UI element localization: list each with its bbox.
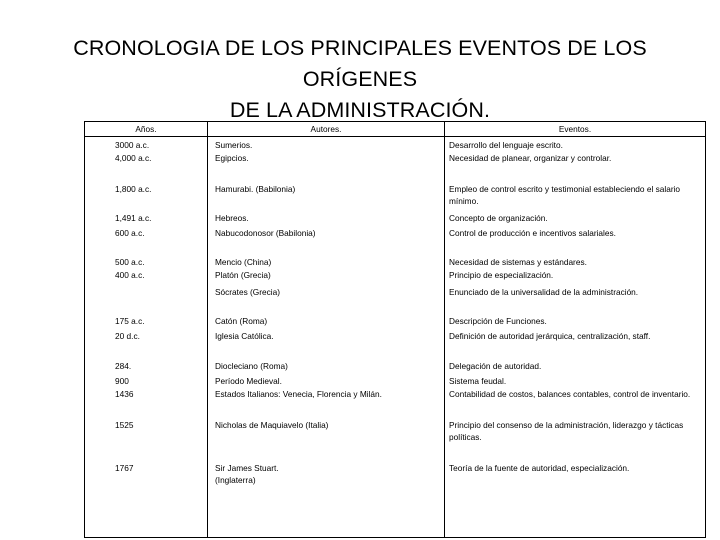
cell-author: Período Medieval. (215, 376, 282, 386)
column-divider (444, 122, 445, 537)
cell-author: Nabucodonosor (Babilonia) (215, 228, 316, 238)
cell-year: 1436 (115, 389, 134, 399)
cell-event: Contabilidad de costos, balances contables, control de inventario. (449, 389, 691, 399)
cell-event: Necesidad de planear, organizar y controlar. (449, 153, 612, 163)
cell-year: 3000 a.c. (115, 140, 150, 150)
cell-event: Delegación de autoridad. (449, 361, 542, 371)
cell-author: Platón (Grecia) (215, 270, 271, 280)
cell-author: Sócrates (Grecia) (215, 287, 281, 297)
cell-event: Control de producción e incentivos salariales. (449, 228, 616, 238)
header-years: Años. (135, 124, 157, 134)
column-divider (207, 122, 208, 537)
cell-event: Descripción de Funciones. (449, 316, 547, 326)
page-title (20, 33, 700, 126)
cell-event: Concepto de organización. (449, 213, 548, 223)
cell-event: Principio del consenso de la administración, liderazgo y tácticas políticas. (449, 420, 684, 443)
cell-event: Enunciado de la universalidad de la administración. (449, 287, 639, 297)
cell-event: Empleo de control escrito y testimonial estableciendo el salario mínimo. (449, 184, 681, 207)
cell-event: Sistema feudal. (449, 376, 507, 386)
cell-author: Catón (Roma) (215, 316, 268, 326)
header-authors: Autores. (310, 124, 342, 134)
cell-event: Desarrollo del lenguaje escrito. (449, 140, 563, 150)
cell-author: Diocleciano (Roma) (215, 361, 288, 371)
cell-year: 1767 (115, 463, 134, 473)
header-divider (85, 136, 705, 137)
cell-author: Iglesia Católica. (215, 331, 274, 341)
cell-event: Definición de autoridad jerárquica, centralización, staff. (449, 331, 651, 341)
cell-event: Necesidad de sistemas y estándares. (449, 257, 587, 267)
cell-author: Mencio (China) (215, 257, 272, 267)
cell-author: Estados Italianos: Venecia, Florencia y Milán. (215, 389, 382, 399)
cell-year: 400 a.c. (115, 270, 145, 280)
cell-author: Sir James Stuart. (Inglaterra) (215, 463, 279, 486)
cell-year: 500 a.c. (115, 257, 145, 267)
cell-author: Hebreos. (215, 213, 249, 223)
cell-year: 900 (115, 376, 129, 386)
header-events: Eventos. (558, 124, 592, 134)
cell-year: 4,000 a.c. (115, 153, 152, 163)
cell-year: 1,800 a.c. (115, 184, 152, 194)
cell-year: 175 a.c. (115, 316, 145, 326)
cell-year: 1525 (115, 420, 134, 430)
cell-event: Principio de especialización. (449, 270, 554, 280)
title-line-1: CRONOLOGIA DE LOS PRINCIPALES EVENTOS DE LOS ORÍGENES (73, 36, 647, 91)
cell-author: Egipcios. (215, 153, 249, 163)
cell-author: Sumerios. (215, 140, 253, 150)
cell-year: 1,491 a.c. (115, 213, 152, 223)
cell-year: 600 a.c. (115, 228, 145, 238)
cell-author: Hamurabi. (Babilonia) (215, 184, 296, 194)
chronology-table (84, 121, 706, 538)
cell-author: Nicholas de Maquiavelo (Italia) (215, 420, 329, 430)
title-line-2: DE LA ADMINISTRACIÓN. (229, 98, 491, 122)
cell-year: 284. (115, 361, 132, 371)
cell-year: 20 d.c. (115, 331, 140, 341)
cell-event: Teoría de la fuente de autoridad, especialización. (449, 463, 630, 473)
